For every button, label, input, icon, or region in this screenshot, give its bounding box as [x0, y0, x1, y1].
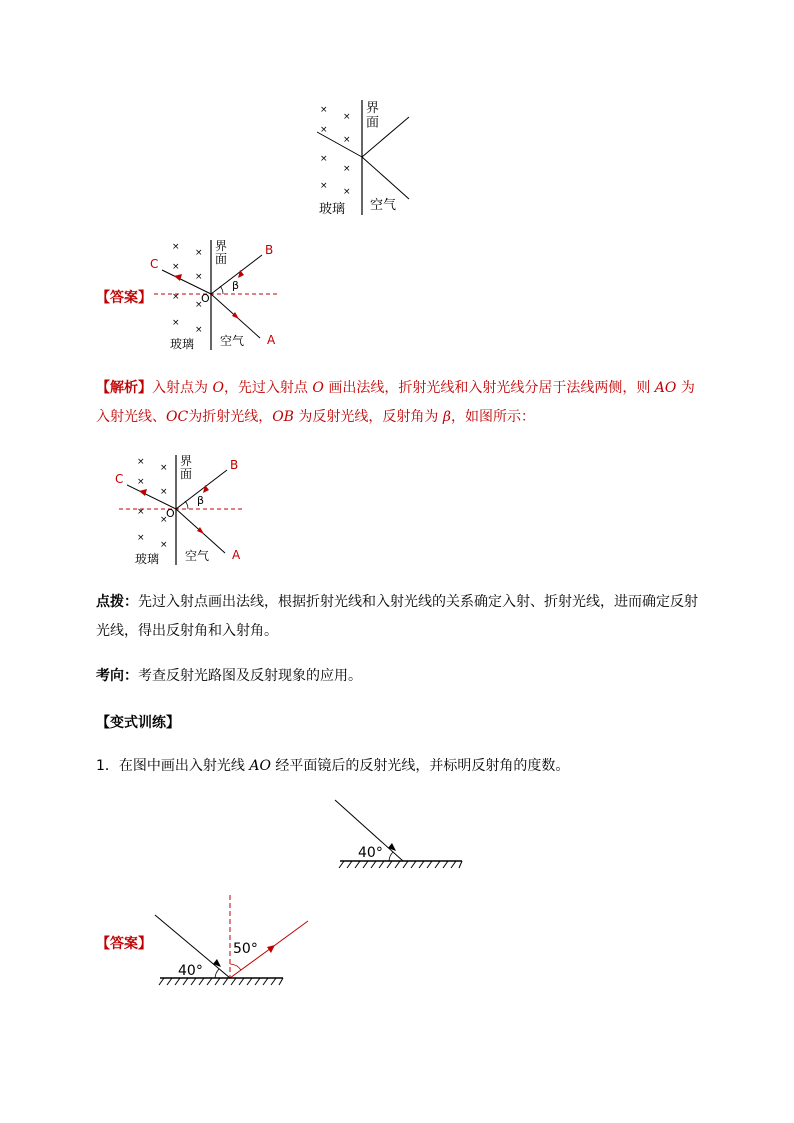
angle-label-50: 50°	[233, 941, 258, 957]
svg-text:×: ×	[172, 318, 180, 328]
arrow-AO	[232, 312, 239, 319]
glass-label: 玻璃	[319, 202, 346, 217]
svg-text:×: ×	[343, 135, 351, 145]
angle-beta: β	[232, 279, 240, 292]
arrow-OC	[174, 274, 182, 281]
point-O: O	[201, 292, 210, 305]
svg-text:×: ×	[320, 154, 328, 164]
angle-arc-50	[230, 964, 241, 970]
svg-text:×: ×	[160, 463, 168, 473]
angle-arc	[389, 852, 393, 861]
svg-text:×: ×	[172, 242, 180, 252]
incident-arrow	[213, 959, 221, 967]
svg-text:×: ×	[160, 540, 168, 550]
svg-text:×: ×	[320, 105, 328, 115]
variant-heading: 【变式训练】	[96, 715, 180, 731]
question-1: 1．在图中画出入射光线 AO 经平面镜后的反射光线，并标明反射角的度数。	[96, 758, 570, 774]
svg-text:×: ×	[320, 125, 328, 135]
svg-text:×: ×	[343, 187, 351, 197]
answer-label-2: 【答案】	[96, 936, 152, 952]
point-O: O	[166, 507, 175, 520]
tip-label: 点拨：	[96, 594, 138, 610]
analysis-label: 【解析】	[96, 380, 152, 396]
svg-text:×: ×	[195, 325, 203, 335]
point-B: B	[230, 458, 239, 472]
boundary-label: 界面	[215, 239, 228, 267]
mirror-hatching	[159, 978, 283, 985]
boundary-label: 界面	[366, 101, 380, 131]
mirror-hatching	[339, 861, 462, 868]
svg-text:×: ×	[160, 487, 168, 497]
refraction-figure-1	[305, 95, 425, 220]
point-A: A	[232, 548, 241, 562]
air-label: 空气	[185, 549, 210, 563]
incident-arrow	[388, 843, 396, 851]
svg-text:×: ×	[195, 248, 203, 258]
svg-text:×: ×	[160, 515, 168, 525]
focus-label: 考向：	[96, 668, 138, 684]
svg-text:×: ×	[137, 477, 145, 487]
air-label: 空气	[220, 334, 245, 348]
point-A: A	[267, 333, 276, 347]
svg-text:×: ×	[137, 533, 145, 543]
angle-beta: β	[197, 494, 205, 507]
svg-text:×: ×	[172, 262, 180, 272]
svg-text:×: ×	[137, 457, 145, 467]
point-B: B	[265, 243, 274, 257]
svg-text:×: ×	[343, 112, 351, 122]
focus-paragraph	[96, 662, 706, 691]
point-C: C	[115, 472, 124, 486]
angle-label-40: 40°	[178, 963, 203, 979]
boundary-label: 界面	[180, 454, 193, 482]
angle-label: 40°	[358, 845, 383, 861]
air-label: 空气	[370, 198, 397, 213]
glass-crosses	[320, 105, 351, 197]
refraction-answer-figure-1	[148, 235, 283, 355]
svg-text:×: ×	[343, 164, 351, 174]
mirror-question-figure	[330, 795, 470, 875]
tip-paragraph	[96, 588, 706, 646]
angle-arc-40	[215, 969, 219, 978]
point-C: C	[150, 257, 159, 271]
mirror-answer-figure	[150, 890, 320, 990]
analysis-paragraph: 【解析】入射点为 O，先过入射点 O 画出法线，折射光线和入射光线分居于法线两侧，则 AO 为入射光线、OC为折射光线，OB 为反射光线，反射角为 β，如图所示：	[96, 380, 695, 425]
svg-text:×: ×	[320, 181, 328, 191]
glass-label: 玻璃	[170, 337, 195, 351]
svg-text:×: ×	[172, 292, 180, 302]
answer-label-1: 【答案】	[96, 290, 152, 306]
svg-text:×: ×	[195, 300, 203, 310]
reflected-arrow	[267, 945, 275, 953]
glass-label: 玻璃	[135, 552, 160, 566]
ray-lower-right	[362, 157, 409, 199]
focus-text: 考查反射光路图及反射现象的应用。	[138, 668, 362, 684]
refraction-analysis-figure	[113, 450, 248, 570]
tip-text: 先过入射点画出法线，根据折射光线和入射光线的关系确定入射、折射光线，进而确定反射光线，得出反射角和入射角。	[96, 594, 698, 639]
svg-text:×: ×	[195, 272, 203, 282]
refracted-ray-OC	[162, 270, 211, 294]
svg-text:×: ×	[137, 507, 145, 517]
